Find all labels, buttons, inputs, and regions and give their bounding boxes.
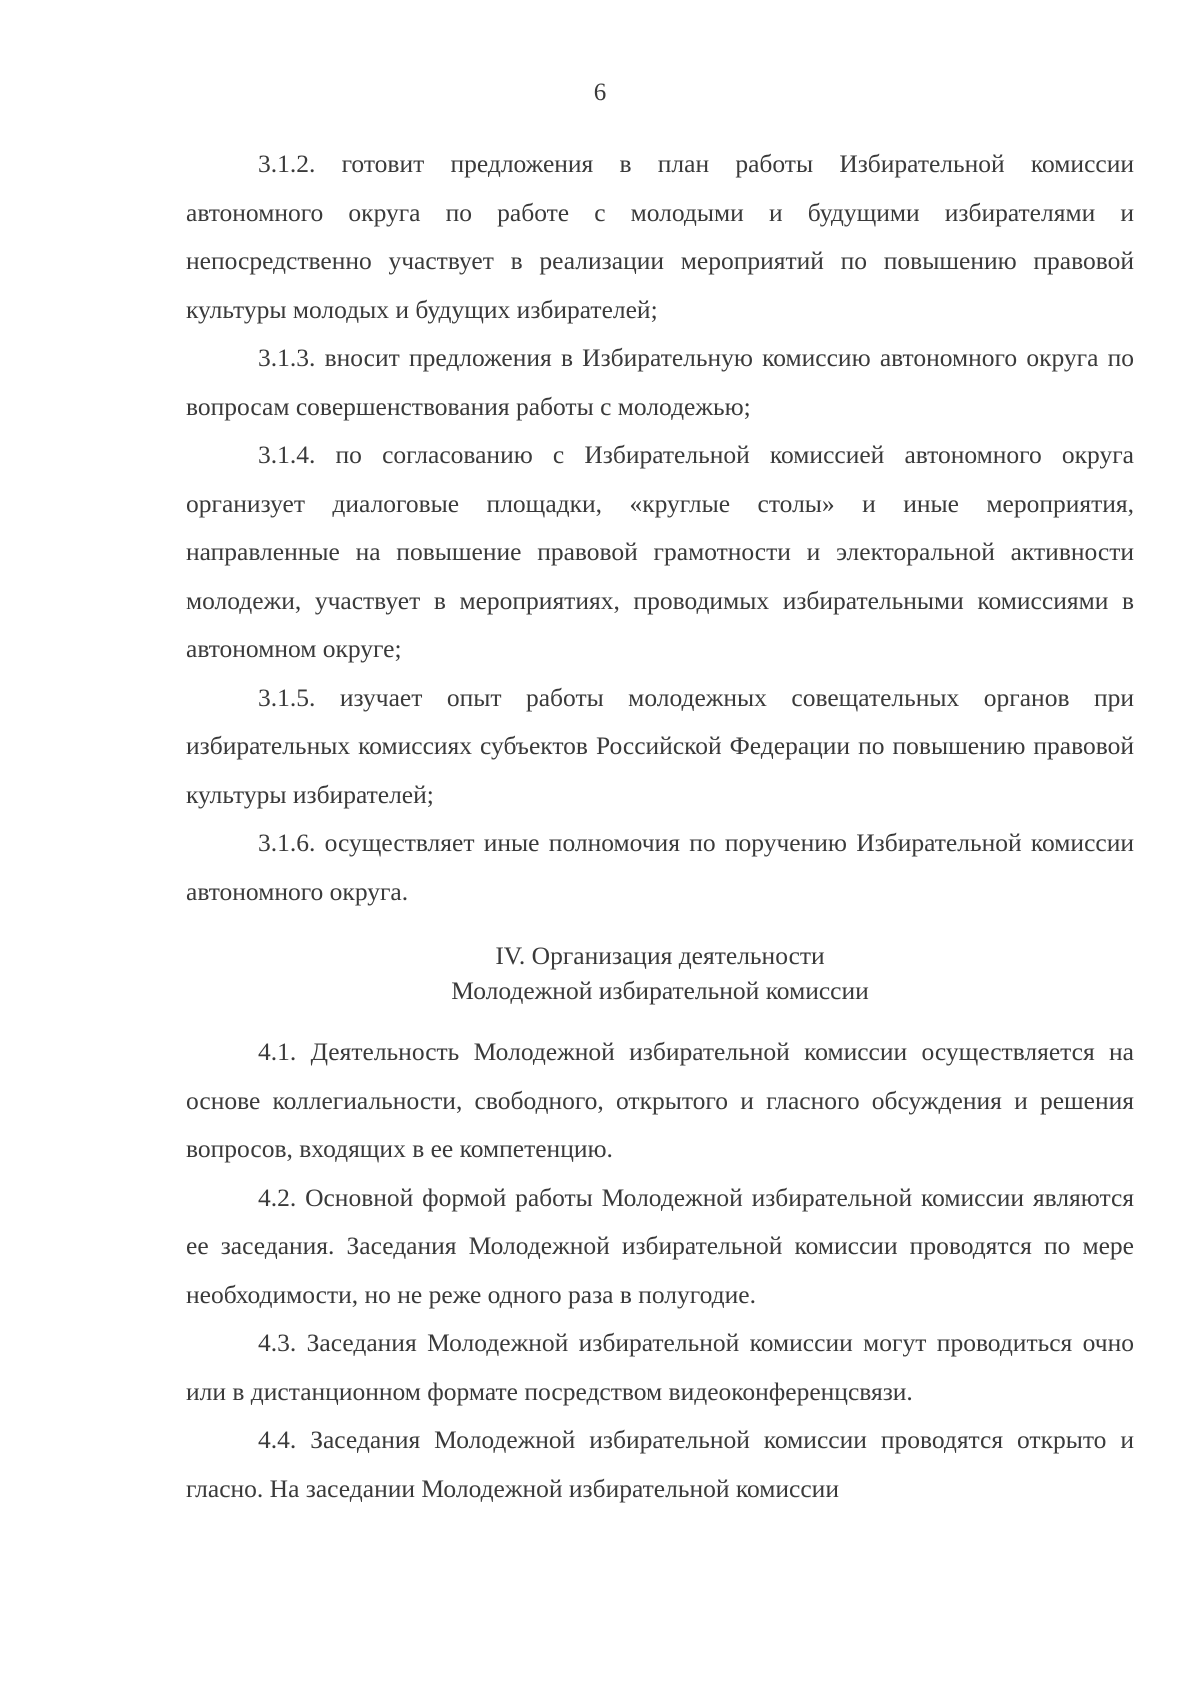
- paragraph-4-1: 4.1. Деятельность Молодежной избирательной комиссии осуществляется на основе коллегиальности, свободного, открытого и гласного обсуждения и решения вопросов, входящих в ее компетенцию.: [186, 1037, 1134, 1163]
- paragraph-4-2: 4.2. Основной формой работы Молодежной избирательной комиссии являются ее заседания. Заседания Молодежной избирательной комиссии проводятся по мере необходимости, но не реже одного раза в полугодие.: [186, 1182, 1134, 1309]
- page-number: 6: [593, 79, 607, 106]
- section-4-heading-line1: IV. Организация деятельности: [495, 941, 825, 970]
- paragraph-3-1-6: 3.1.6. осуществляет иные полномочия по поручению Избирательной комиссии автономного округа.: [186, 828, 1134, 906]
- document-body: [186, 140, 1134, 1513]
- paragraph-3-1-5: 3.1.5. изучает опыт работы молодежных совещательных органов при избирательных комиссиях субъектов Российской Федерации по повышению правовой культуры избирателей;: [186, 682, 1134, 809]
- paragraph-4-4: 4.4. Заседания Молодежной избирательной комиссии проводятся открыто и гласно. На заседании Молодежной избирательной комиссии: [186, 1425, 1134, 1503]
- section-4-heading: [186, 938, 1134, 1008]
- paragraph-3-1-2: 3.1.2. готовит предложения в план работы Избирательной комиссии автономного округа по работе с молодыми и будущими избирателями и непосредственно участвует в реализации мероприятий по повышению правовой культуры молодых и будущих избирателей;: [186, 149, 1134, 324]
- paragraph-3-1-3: 3.1.3. вносит предложения в Избирательную комиссию автономного округа по вопросам совершенствования работы с молодежью;: [186, 343, 1134, 421]
- section-4-heading-line2: Молодежной избирательной комиссии: [451, 976, 869, 1005]
- paragraph-3-1-4: 3.1.4. по согласованию с Избирательной комиссией автономного округа организует диалоговые площадки, «круглые столы» и иные мероприятия, направленные на повышение правовой грамотности и электоральной активности молодежи, участвует в мероприятиях, проводимых избирательными комиссиями в автономном округе;: [186, 440, 1134, 663]
- paragraph-4-3: 4.3. Заседания Молодежной избирательной комиссии могут проводиться очно или в дистанционном формате посредством видеоконференцсвязи.: [186, 1328, 1134, 1406]
